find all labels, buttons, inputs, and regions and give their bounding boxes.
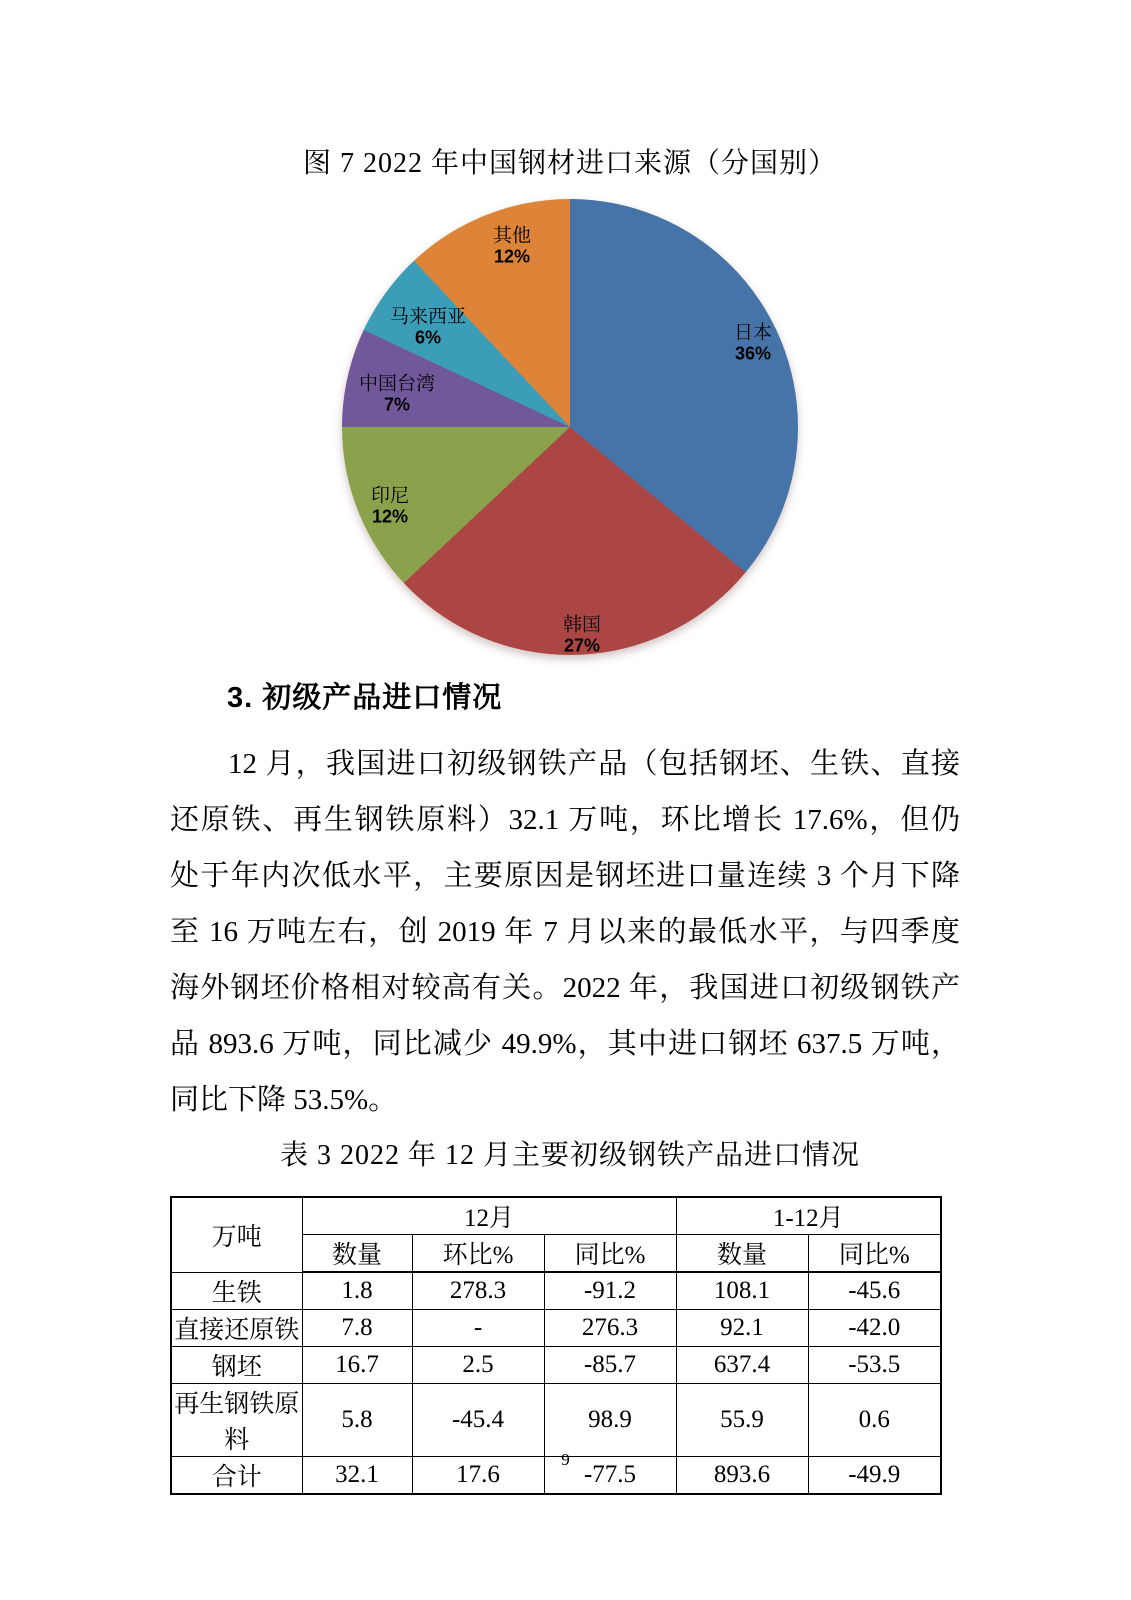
pie-label-other bbox=[493, 226, 531, 267]
pie-label-japan bbox=[734, 323, 772, 364]
cell: -77.5 bbox=[544, 1456, 676, 1494]
table-sub-header: 数量 bbox=[676, 1235, 808, 1273]
body-line: 品 893.6 万吨，同比减少 49.9%，其中进口钢坯 637.5 万吨， bbox=[170, 1028, 960, 1060]
page-number: 9 bbox=[561, 1450, 570, 1469]
pie-label-value: 7% bbox=[383, 394, 411, 415]
pie-label-name: 韩国 bbox=[562, 614, 602, 636]
pie-label-value: 12% bbox=[493, 246, 531, 267]
cell: 637.4 bbox=[676, 1346, 808, 1383]
row-name: 生铁 bbox=[171, 1272, 302, 1309]
table-sub-header: 同比% bbox=[544, 1235, 676, 1273]
table-row bbox=[171, 1346, 941, 1383]
cell: 32.1 bbox=[302, 1456, 412, 1494]
row-name: 钢坯 bbox=[171, 1346, 302, 1383]
table-group-header-december: 12月 bbox=[302, 1197, 676, 1235]
pie-label-value: 12% bbox=[371, 506, 409, 527]
body-line: 还原铁、再生钢铁原料）32.1 万吨，环比增长 17.6%，但仍 bbox=[170, 804, 960, 836]
pie-label-malaysia bbox=[390, 307, 466, 348]
body-line: 至 16 万吨左右，创 2019 年 7 月以来的最低水平，与四季度 bbox=[170, 916, 960, 948]
cell: -45.4 bbox=[412, 1383, 544, 1456]
body-line: 海外钢坯价格相对较高有关。2022 年，我国进口初级钢铁产 bbox=[170, 972, 960, 1004]
pie-label-name: 印尼 bbox=[370, 485, 410, 507]
table-row bbox=[171, 1383, 941, 1456]
pie-label-value: 27% bbox=[563, 635, 601, 656]
pie-chart bbox=[342, 199, 798, 655]
section-heading: 3. 初级产品进口情况 bbox=[227, 682, 503, 714]
figure-title: 图 7 2022 年中国钢材进口来源（分国别） bbox=[302, 148, 837, 179]
cell: 98.9 bbox=[544, 1383, 676, 1456]
pie-label-korea bbox=[563, 615, 601, 656]
cell: 276.3 bbox=[544, 1309, 676, 1346]
cell: 92.1 bbox=[676, 1309, 808, 1346]
pie-label-value: 36% bbox=[734, 343, 772, 364]
pie-label-indonesia bbox=[371, 486, 409, 527]
table-row bbox=[171, 1272, 941, 1309]
cell: 17.6 bbox=[412, 1456, 544, 1494]
table-group-header-fullyear: 1-12月 bbox=[676, 1197, 941, 1235]
cell: 1.8 bbox=[302, 1272, 412, 1309]
cell: - bbox=[412, 1309, 544, 1346]
cell: 55.9 bbox=[676, 1383, 808, 1456]
cell: 278.3 bbox=[412, 1272, 544, 1309]
cell: -85.7 bbox=[544, 1346, 676, 1383]
pie-label-name: 中国台湾 bbox=[358, 373, 436, 395]
cell: 108.1 bbox=[676, 1272, 808, 1309]
cell: 7.8 bbox=[302, 1309, 412, 1346]
cell: -53.5 bbox=[808, 1346, 941, 1383]
cell: -45.6 bbox=[808, 1272, 941, 1309]
table-unit-header: 万吨 bbox=[171, 1197, 302, 1272]
cell: -42.0 bbox=[808, 1309, 941, 1346]
table-title: 表 3 2022 年 12 月主要初级钢铁产品进口情况 bbox=[279, 1140, 860, 1171]
table-sub-header: 环比% bbox=[412, 1235, 544, 1273]
pie-label-value: 6% bbox=[414, 327, 442, 348]
cell: 893.6 bbox=[676, 1456, 808, 1494]
body-line: 12 月，我国进口初级钢铁产品（包括钢坯、生铁、直接 bbox=[228, 748, 960, 780]
cell: 2.5 bbox=[412, 1346, 544, 1383]
table-sub-header: 数量 bbox=[302, 1235, 412, 1273]
cell: -49.9 bbox=[808, 1456, 941, 1494]
cell: 5.8 bbox=[302, 1383, 412, 1456]
pie-label-taiwan bbox=[359, 374, 435, 415]
cell: -91.2 bbox=[544, 1272, 676, 1309]
body-line: 同比下降 53.5%。 bbox=[170, 1084, 398, 1116]
table-header-row-groups bbox=[171, 1197, 941, 1235]
body-line: 处于年内次低水平，主要原因是钢坯进口量连续 3 个月下降 bbox=[170, 860, 960, 892]
cell: 16.7 bbox=[302, 1346, 412, 1383]
table-sub-header: 同比% bbox=[808, 1235, 941, 1273]
cell: 0.6 bbox=[808, 1383, 941, 1456]
pie-label-name: 其他 bbox=[492, 225, 532, 247]
body-paragraph bbox=[170, 736, 960, 1128]
row-name: 合计 bbox=[171, 1456, 302, 1494]
pie-label-name: 日本 bbox=[733, 322, 773, 344]
row-name: 再生钢铁原料 bbox=[171, 1383, 302, 1456]
table-row bbox=[171, 1309, 941, 1346]
row-name: 直接还原铁 bbox=[171, 1309, 302, 1346]
pie-label-name: 马来西亚 bbox=[389, 306, 467, 328]
